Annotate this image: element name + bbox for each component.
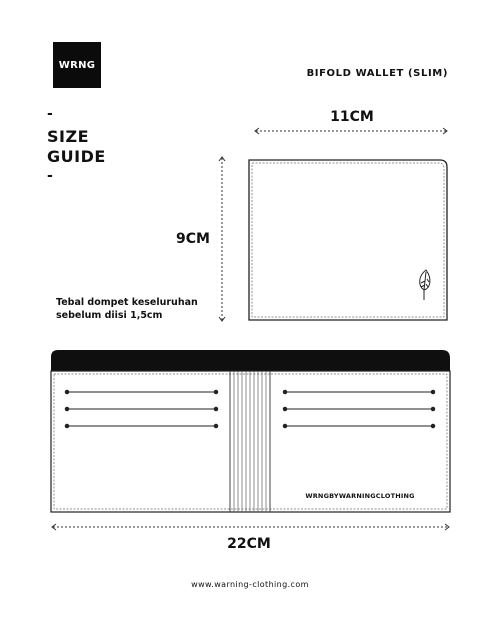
card-slots-left bbox=[65, 390, 218, 428]
open-width-label: 22CM bbox=[227, 536, 271, 552]
open-wallet bbox=[51, 350, 450, 512]
wallet-spine bbox=[230, 371, 270, 512]
open-width-dimension-line bbox=[52, 524, 449, 530]
height-dimension-line bbox=[219, 157, 225, 321]
height-label: 9CM bbox=[176, 231, 210, 247]
thickness-note-line1: Tebal dompet keseluruhan bbox=[56, 297, 198, 308]
thickness-note-line2: sebelum diisi 1,5cm bbox=[56, 310, 163, 321]
logo-text: WRNG bbox=[58, 59, 96, 71]
wallet-branding-text: WRNGBYWARNINGCLOTHING bbox=[305, 492, 415, 500]
card-slots-right bbox=[283, 390, 435, 428]
size-guide-line1: SIZE bbox=[47, 127, 90, 146]
guide-dash-bottom: - bbox=[47, 168, 53, 184]
width-dimension-line bbox=[255, 128, 447, 134]
guide-dash-top: - bbox=[47, 106, 53, 122]
size-guide-line2: GUIDE bbox=[47, 147, 106, 166]
product-name: BIFOLD WALLET (SLIM) bbox=[306, 68, 448, 79]
closed-wallet bbox=[249, 160, 447, 320]
website-link[interactable]: www.warning-clothing.com bbox=[191, 580, 309, 589]
width-label: 11CM bbox=[330, 109, 374, 125]
feather-icon bbox=[420, 270, 430, 300]
thickness-note bbox=[56, 296, 198, 322]
